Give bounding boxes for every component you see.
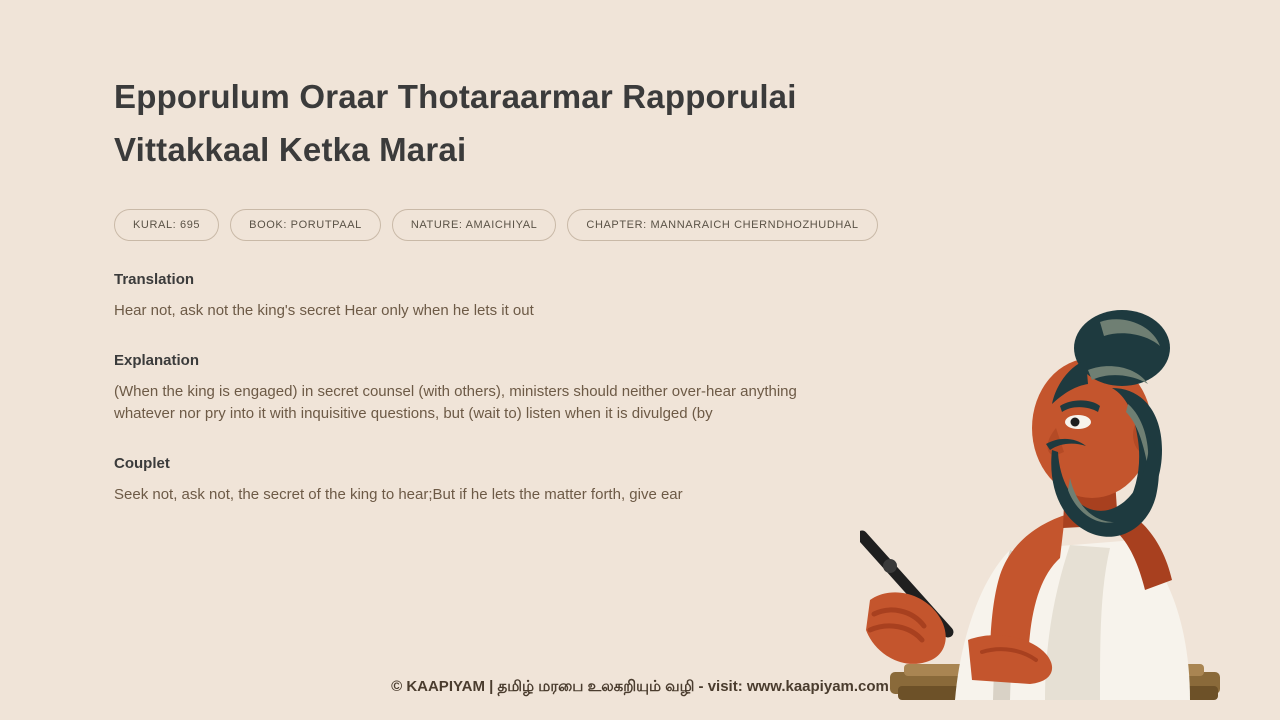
tag-chapter: CHAPTER: MANNARAICH CHERNDHOZHUDHAL xyxy=(567,209,877,241)
tag-nature: NATURE: AMAICHIYAL xyxy=(392,209,557,241)
translation-section xyxy=(114,271,944,322)
tag-kural: KURAL: 695 xyxy=(114,209,219,241)
hand-with-stylus xyxy=(862,536,948,664)
explanation-label: Explanation xyxy=(114,351,200,369)
content-column xyxy=(114,70,944,506)
translation-text: Hear not, ask not the king's secret Hear only when he lets it out xyxy=(114,301,534,319)
head xyxy=(1032,358,1159,498)
robe xyxy=(955,540,1190,700)
page-title: Epporulum Oraar Thotaraarmar Rapporulai Vittakkaal Ketka Marai xyxy=(114,78,797,169)
beard xyxy=(1046,436,1159,537)
couplet-text: Seek not, ask not, the secret of the king to hear;But if he lets the matter forth, give ear xyxy=(114,486,683,504)
explanation-section xyxy=(114,352,944,425)
hair xyxy=(1052,310,1170,520)
translation-label: Translation xyxy=(114,270,195,288)
figure-body xyxy=(990,510,1172,660)
resting-hand xyxy=(968,635,1052,684)
tag-book: BOOK: PORUTPAAL xyxy=(230,209,381,241)
footer-credit: © KAAPIYAM | தமிழ் மரபை உலகறியும் வழி - visit: www.kaapiyam.com xyxy=(391,678,889,695)
neck xyxy=(1063,480,1118,528)
metadata-tag-list xyxy=(114,209,944,241)
explanation-text: (When the king is engaged) in secret counsel (with others), ministers should neither over-hear anything whatever nor pry into it with inquisitive questions, but (wait to) listen when it is divulged (by xyxy=(114,382,797,422)
couplet-label: Couplet xyxy=(114,455,170,473)
couplet-section xyxy=(114,455,944,506)
